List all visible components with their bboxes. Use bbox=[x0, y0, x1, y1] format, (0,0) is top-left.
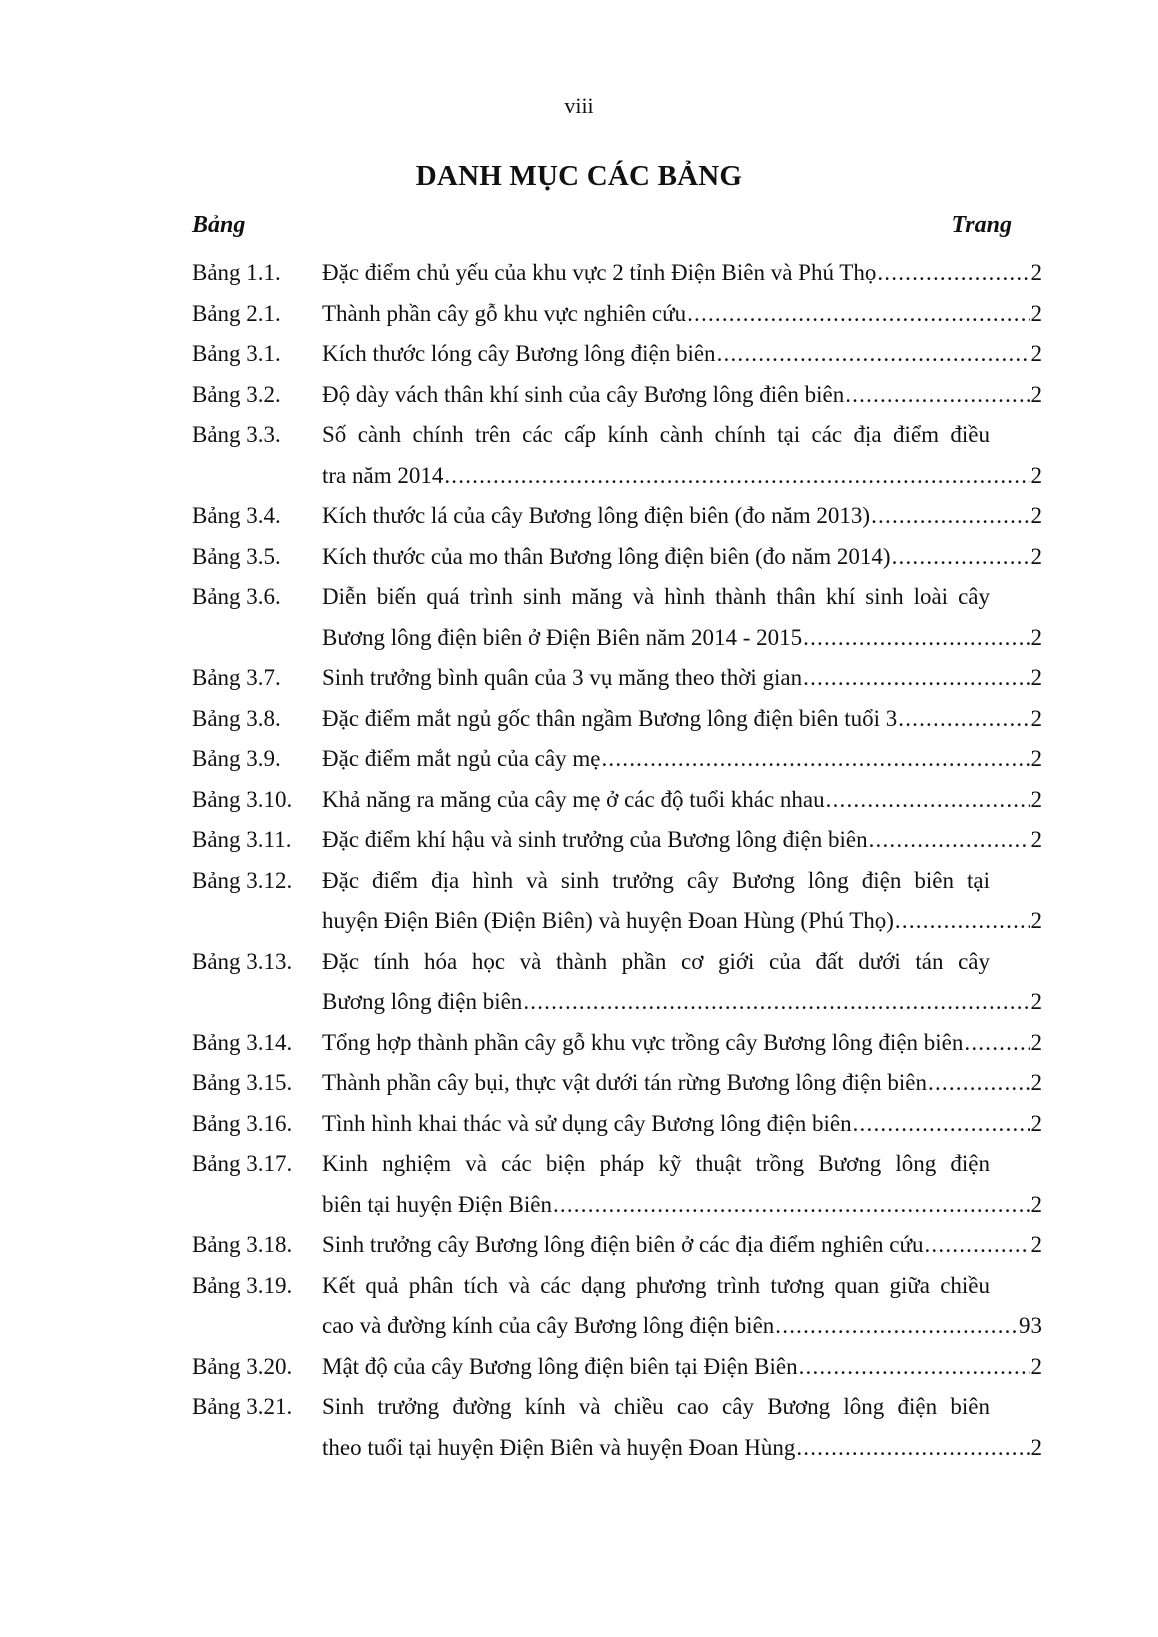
toc-entry-title-line: Đặc tính hóa học và thành phần cơ giới của đất dưới tán cây bbox=[322, 948, 990, 974]
toc-entry-title: Đặc điểm khí hậu và sinh trưởng của Bương lông điện biên bbox=[322, 827, 868, 852]
toc-entry bbox=[192, 537, 1042, 578]
toc-entry-body bbox=[322, 1225, 1042, 1266]
toc-entry-title: Thành phần cây bụi, thực vật dưới tán rừng Bương lông điện biên bbox=[322, 1070, 927, 1095]
toc-entry-number: Bảng 3.14. bbox=[192, 1029, 293, 1055]
toc-entry-page: 2 bbox=[1030, 908, 1042, 933]
toc-entry-title: biên tại huyện Điện Biên bbox=[322, 1191, 552, 1217]
toc-entry bbox=[192, 1144, 1042, 1225]
toc-entry-title: Sinh trưởng bình quân của 3 vụ măng theo thời gian bbox=[322, 665, 803, 690]
toc-entry-page: 2 bbox=[1030, 543, 1042, 569]
dot-leader bbox=[869, 820, 1030, 861]
toc-entry bbox=[192, 1225, 1042, 1266]
toc-entry bbox=[192, 496, 1042, 537]
toc-entry bbox=[192, 1347, 1042, 1388]
toc-entry-title-line bbox=[322, 496, 1042, 537]
header-table-label: Bảng bbox=[192, 212, 246, 238]
toc-header bbox=[192, 212, 1012, 246]
toc-entry bbox=[192, 739, 1042, 780]
toc-entry-body bbox=[322, 294, 1042, 335]
toc-entry-page: 93 bbox=[1019, 1313, 1042, 1338]
toc-entry-title-line bbox=[322, 253, 1042, 294]
toc-entry-body bbox=[322, 496, 1042, 537]
toc-entry-page: 2 bbox=[1030, 746, 1042, 771]
toc-entry-title-line bbox=[322, 1306, 1042, 1347]
dot-leader bbox=[444, 456, 1029, 497]
toc-entry bbox=[192, 699, 1042, 740]
toc-entry-body bbox=[322, 861, 1042, 942]
toc-entry-number: Bảng 3.4. bbox=[192, 503, 281, 528]
toc-entry-title: Đặc điểm mắt ngủ của cây mẹ bbox=[322, 746, 601, 771]
toc-entry-number: Bảng 3.1. bbox=[192, 341, 281, 366]
toc-entry-title: Độ dày vách thân khí sinh của cây Bương lông điên biên bbox=[322, 381, 845, 407]
toc-entry-number: Bảng 3.21. bbox=[192, 1394, 293, 1419]
toc-entry-page: 2 bbox=[1030, 341, 1042, 366]
toc-entry-body bbox=[322, 415, 1042, 496]
toc-entry-title-line bbox=[322, 780, 1042, 821]
toc-entry-page: 2 bbox=[1030, 462, 1042, 488]
toc-entry bbox=[192, 294, 1042, 335]
toc-entry-number: Bảng 3.7. bbox=[192, 665, 281, 690]
toc-entry-page: 2 bbox=[1030, 300, 1042, 326]
toc-entry-number: Bảng 3.16. bbox=[192, 1110, 293, 1136]
dot-leader bbox=[775, 1306, 1018, 1347]
toc-entry-title-line bbox=[322, 1347, 1042, 1388]
toc-entry-page: 2 bbox=[1030, 827, 1042, 852]
dot-leader bbox=[928, 1063, 1030, 1104]
toc-entry-title-line: Kết quả phân tích và các dạng phương trình tương quan giữa chiều bbox=[322, 1272, 990, 1298]
toc-entry-body bbox=[322, 375, 1042, 416]
dot-leader bbox=[796, 1428, 1029, 1469]
toc-entry-title-line bbox=[322, 820, 1042, 861]
toc-entry-title-line bbox=[322, 982, 1042, 1023]
toc-entry-body bbox=[322, 1387, 1042, 1468]
toc-entry bbox=[192, 253, 1042, 294]
toc-entry-body bbox=[322, 1023, 1042, 1064]
toc-entry-title-line bbox=[322, 901, 1042, 942]
dot-leader bbox=[853, 1104, 1030, 1145]
toc-entry bbox=[192, 820, 1042, 861]
toc-entry-page: 2 bbox=[1030, 260, 1042, 285]
toc-entry-title-line bbox=[322, 618, 1042, 659]
toc-entry-body bbox=[322, 334, 1042, 375]
toc-entry bbox=[192, 334, 1042, 375]
toc-entry-title-line bbox=[322, 1185, 1042, 1226]
toc-entry-body bbox=[322, 780, 1042, 821]
toc-entry bbox=[192, 1023, 1042, 1064]
toc-entry-title: Kích thước lóng cây Bương lông điện biên bbox=[322, 341, 716, 366]
dot-leader bbox=[895, 901, 1030, 942]
toc-entry-page: 2 bbox=[1030, 503, 1042, 528]
dot-leader bbox=[803, 618, 1029, 659]
toc-entry-page: 2 bbox=[1030, 1434, 1042, 1460]
toc-entry-body bbox=[322, 739, 1042, 780]
dot-leader bbox=[845, 375, 1029, 416]
toc-entry-title-line bbox=[322, 658, 1042, 699]
toc-entry bbox=[192, 577, 1042, 658]
toc-entry-body bbox=[322, 537, 1042, 578]
dot-leader bbox=[826, 780, 1030, 821]
toc-entry-page: 2 bbox=[1030, 705, 1042, 731]
toc-entry-page: 2 bbox=[1030, 381, 1042, 407]
toc-entry bbox=[192, 415, 1042, 496]
toc-entry-title-line: Kinh nghiệm và các biện pháp kỹ thuật trồng Bương lông điện bbox=[322, 1151, 990, 1176]
dot-leader bbox=[871, 496, 1029, 537]
toc-entry-title: Thành phần cây gỗ khu vực nghiên cứu bbox=[322, 300, 687, 326]
page-title: DANH MỤC CÁC BẢNG bbox=[415, 160, 743, 192]
toc-entry-page: 2 bbox=[1030, 665, 1042, 690]
dot-leader bbox=[803, 658, 1029, 699]
toc-entry bbox=[192, 1104, 1042, 1145]
toc-entry-title: Kích thước của mo thân Bương lông điện biên (đo năm 2014) bbox=[322, 543, 891, 569]
toc-entry-number: Bảng 3.17. bbox=[192, 1151, 293, 1176]
toc-entry-number: Bảng 3.11. bbox=[192, 827, 292, 852]
toc-entry-number: Bảng 3.2. bbox=[192, 381, 281, 407]
toc-entry-title: Đặc điểm mắt ngủ gốc thân ngầm Bương lông điện biên tuổi 3 bbox=[322, 705, 898, 731]
dot-leader bbox=[553, 1185, 1030, 1226]
toc-entry-body bbox=[322, 658, 1042, 699]
toc-entry-title: tra năm 2014 bbox=[322, 462, 444, 488]
toc-entry-number: Bảng 3.20. bbox=[192, 1353, 293, 1379]
toc-entry-title: Kích thước lá của cây Bương lông điện biên (đo năm 2013) bbox=[322, 503, 871, 528]
toc-entry-number: Bảng 3.19. bbox=[192, 1272, 293, 1298]
toc-entry-title: Đặc điểm chủ yếu của khu vực 2 tỉnh Điện Biên và Phú Thọ bbox=[322, 260, 877, 285]
toc-entry-title: Bương lông điện biên ở Điện Biên năm 2014 - 2015 bbox=[322, 624, 803, 650]
toc-entry-title-line bbox=[322, 1428, 1042, 1469]
toc-entry-title: Bương lông điện biên bbox=[322, 989, 523, 1014]
toc-entry-body bbox=[322, 1266, 1042, 1347]
toc-entry-title: Sinh trưởng cây Bương lông điện biên ở các địa điểm nghiên cứu bbox=[322, 1232, 924, 1257]
page-number: viii bbox=[564, 93, 594, 118]
toc-entry bbox=[192, 1063, 1042, 1104]
toc-entry-body bbox=[322, 1063, 1042, 1104]
toc-entry bbox=[192, 1387, 1042, 1468]
toc-entry-number: Bảng 3.3. bbox=[192, 422, 281, 447]
toc-entry-title-line: Đặc điểm địa hình và sinh trưởng cây Bương lông điện biên tại bbox=[322, 867, 990, 893]
dot-leader bbox=[601, 739, 1029, 780]
toc-entry-number: Bảng 3.13. bbox=[192, 948, 293, 974]
toc-entry-page: 2 bbox=[1030, 1353, 1042, 1379]
dot-leader bbox=[892, 537, 1030, 578]
toc-entry-body bbox=[322, 699, 1042, 740]
toc-entry-number: Bảng 3.5. bbox=[192, 543, 281, 569]
toc-entry bbox=[192, 942, 1042, 1023]
dot-leader bbox=[717, 334, 1030, 375]
toc-entry-number: Bảng 3.18. bbox=[192, 1232, 293, 1257]
table-of-contents bbox=[192, 253, 1042, 1468]
toc-entry-title-line bbox=[322, 456, 1042, 497]
toc-entry-title-line: Sinh trưởng đường kính và chiều cao cây Bương lông điện biên bbox=[322, 1394, 990, 1419]
toc-entry-body bbox=[322, 1347, 1042, 1388]
toc-entry-title-line bbox=[322, 294, 1042, 335]
toc-entry-title: Khả năng ra măng của cây mẹ ở các độ tuổi khác nhau bbox=[322, 786, 825, 812]
toc-entry bbox=[192, 658, 1042, 699]
toc-entry-page: 2 bbox=[1030, 786, 1042, 812]
toc-entry bbox=[192, 861, 1042, 942]
toc-entry bbox=[192, 1266, 1042, 1347]
toc-entry-title: Mật độ của cây Bương lông điện biên tại Điện Biên bbox=[322, 1353, 798, 1379]
toc-entry-page: 2 bbox=[1030, 1070, 1042, 1095]
toc-entry-body bbox=[322, 942, 1042, 1023]
toc-entry-number: Bảng 2.1. bbox=[192, 300, 281, 326]
toc-entry-title-line bbox=[322, 537, 1042, 578]
toc-entry-page: 2 bbox=[1030, 1232, 1042, 1257]
toc-entry-title-line bbox=[322, 1104, 1042, 1145]
toc-entry-title-line: Số cành chính trên các cấp kính cành chính tại các địa điểm điều bbox=[322, 422, 990, 447]
toc-entry-number: Bảng 3.9. bbox=[192, 746, 281, 771]
toc-entry-title-line: Diễn biến quá trình sinh măng và hình thành thân khí sinh loài cây bbox=[322, 584, 990, 609]
dot-leader bbox=[924, 1225, 1029, 1266]
toc-entry-number: Bảng 3.15. bbox=[192, 1070, 293, 1095]
toc-entry-title-line bbox=[322, 1063, 1042, 1104]
toc-entry-title-line bbox=[322, 1225, 1042, 1266]
dot-leader bbox=[687, 294, 1029, 335]
toc-entry-body bbox=[322, 1104, 1042, 1145]
toc-entry bbox=[192, 375, 1042, 416]
toc-entry-title-line bbox=[322, 699, 1042, 740]
toc-entry-page: 2 bbox=[1030, 1110, 1042, 1136]
toc-entry-page: 2 bbox=[1030, 624, 1042, 650]
dot-leader bbox=[799, 1347, 1030, 1388]
toc-entry-number: Bảng 3.12. bbox=[192, 867, 293, 893]
dot-leader bbox=[877, 253, 1029, 294]
toc-entry-title-line bbox=[322, 375, 1042, 416]
toc-entry-title-line bbox=[322, 739, 1042, 780]
dot-leader bbox=[523, 982, 1029, 1023]
dot-leader bbox=[964, 1023, 1029, 1064]
toc-entry-page: 2 bbox=[1030, 1191, 1042, 1217]
toc-entry-title: Tình hình khai thác và sử dụng cây Bương lông điện biên bbox=[322, 1110, 852, 1136]
toc-entry-body bbox=[322, 1144, 1042, 1225]
header-page-label: Trang bbox=[951, 212, 1012, 238]
toc-entry-body bbox=[322, 253, 1042, 294]
toc-entry-page: 2 bbox=[1030, 1029, 1042, 1055]
toc-entry-number: Bảng 3.10. bbox=[192, 786, 293, 812]
toc-entry-title: theo tuổi tại huyện Điện Biên và huyện Đoan Hùng bbox=[322, 1434, 796, 1460]
toc-entry-number: Bảng 3.8. bbox=[192, 705, 281, 731]
toc-entry-title: Tổng hợp thành phần cây gỗ khu vực trồng cây Bương lông điện biên bbox=[322, 1029, 964, 1055]
toc-entry bbox=[192, 780, 1042, 821]
dot-leader bbox=[898, 699, 1029, 740]
toc-entry-title: cao và đường kính của cây Bương lông điện biên bbox=[322, 1313, 775, 1338]
toc-entry-body bbox=[322, 820, 1042, 861]
toc-entry-title-line bbox=[322, 1023, 1042, 1064]
toc-entry-title-line bbox=[322, 334, 1042, 375]
toc-entry-number: Bảng 1.1. bbox=[192, 260, 281, 285]
toc-entry-title: huyện Điện Biên (Điện Biên) và huyện Đoan Hùng (Phú Thọ) bbox=[322, 908, 894, 933]
toc-entry-number: Bảng 3.6. bbox=[192, 584, 281, 609]
toc-entry-body bbox=[322, 577, 1042, 658]
toc-entry-page: 2 bbox=[1030, 989, 1042, 1014]
